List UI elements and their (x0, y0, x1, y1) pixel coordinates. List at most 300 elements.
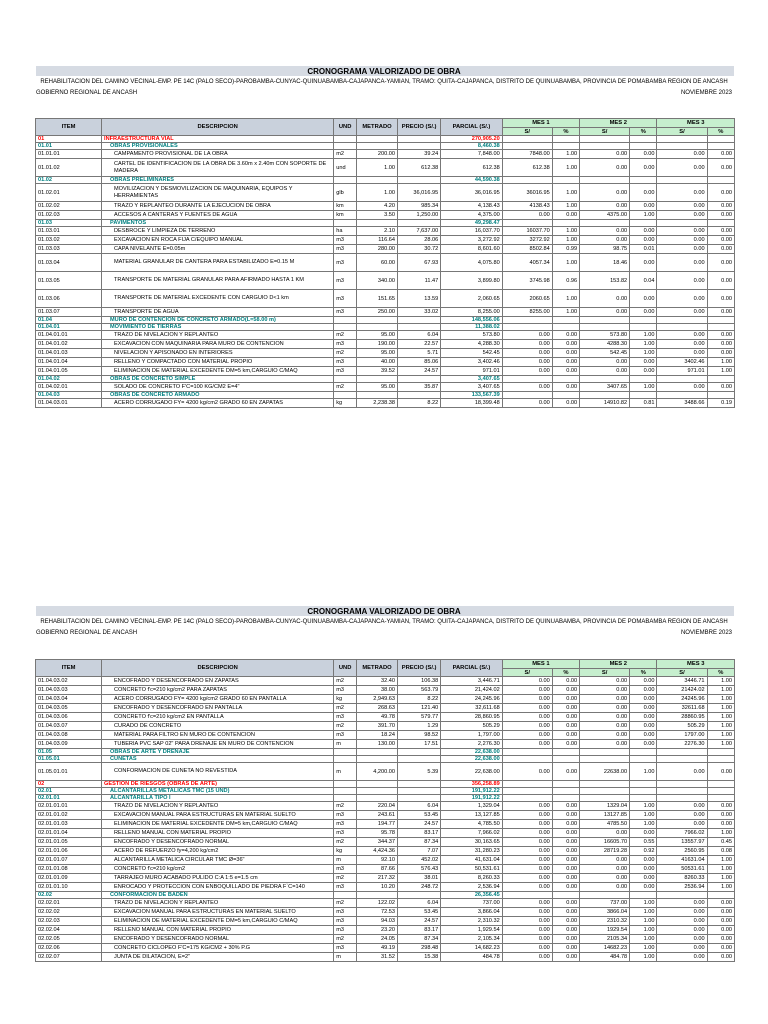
table-cell: m2 (334, 899, 357, 908)
table-cell: 340.00 (357, 272, 398, 290)
table-row (36, 781, 735, 788)
table-cell: 01.04.03.02 (36, 677, 102, 686)
table-cell: 31,280.23 (441, 847, 502, 856)
table-row (36, 788, 735, 795)
table-cell: 01.04.03.01 (36, 399, 102, 408)
col-und: UND (334, 119, 357, 136)
table-cell: 1.00 (357, 184, 398, 202)
table-cell: 50,531.61 (441, 865, 502, 874)
table-cell: 30.72 (397, 245, 440, 254)
table-cell: 31.52 (357, 953, 398, 962)
table-cell: 0.00 (657, 331, 707, 340)
table-cell: 01.03.07 (36, 308, 102, 317)
table-row (36, 367, 735, 376)
col-pct: % (707, 128, 734, 136)
table-cell: 01.01.01 (36, 150, 102, 159)
col-mes3: MES 3 (657, 660, 735, 669)
table-cell: 0.00 (580, 722, 630, 731)
table-cell: 0.00 (502, 899, 552, 908)
table-cell: 576.43 (397, 865, 440, 874)
table-cell: CURADO DE CONCRETO (102, 722, 334, 731)
table-cell: 22,638.00 (441, 756, 502, 763)
table-cell (630, 795, 657, 802)
table-cell (502, 177, 552, 184)
table-cell: 0.00 (657, 211, 707, 220)
col-pct: % (630, 669, 657, 677)
table-cell: 1.00 (630, 340, 657, 349)
table-cell (502, 749, 552, 756)
table-cell: 1,797.00 (441, 731, 502, 740)
table-cell: 0.00 (657, 290, 707, 308)
table-cell: ENCOFRADO Y DESENCOFRADO EN ZAPATAS (102, 677, 334, 686)
table-cell: 0.00 (630, 236, 657, 245)
table-cell: 0.00 (580, 236, 630, 245)
table-row (36, 150, 735, 159)
table-cell (334, 781, 357, 788)
table-cell: 0.00 (552, 865, 579, 874)
table-cell (334, 892, 357, 899)
table-cell: 0.00 (707, 349, 734, 358)
table-cell (502, 781, 552, 788)
table-cell: 01.04.03.05 (36, 704, 102, 713)
table-cell: 0.00 (552, 383, 579, 392)
table-cell: 0.00 (630, 704, 657, 713)
table-cell (657, 220, 707, 227)
table-cell: m2 (334, 383, 357, 392)
table-cell (334, 795, 357, 802)
table-cell: 0.00 (502, 917, 552, 926)
table-cell: 270,905.20 (441, 136, 502, 143)
table-cell: 2,949.63 (357, 695, 398, 704)
table-cell: 8.22 (397, 399, 440, 408)
table-cell (502, 220, 552, 227)
table-cell (334, 392, 357, 399)
table-cell: 1329.04 (580, 802, 630, 811)
table-cell: TRANSPORTE DE MATERIAL EXCEDENTE CON CARGUIO D<1 km (102, 290, 334, 308)
table-cell: m (334, 763, 357, 781)
table-cell: ELIMINACION DE MATERIAL EXCEDENTE DM=5 km,CARGUIO C/MAQ (102, 917, 334, 926)
table-cell: 0.00 (707, 917, 734, 926)
table-cell: 53.45 (397, 908, 440, 917)
table-cell: 1.00 (630, 811, 657, 820)
table-cell: 1.00 (552, 150, 579, 159)
table-cell: m2 (334, 150, 357, 159)
table-cell (707, 756, 734, 763)
project-name: REHABILITACION DEL CAMINO VECINAL-EMP. PE 14C (PALO SECO)-PAROBAMBA-CUNYAC-QUINUABAMBA-CAJAPANCA-YAMIAN, TRAMO: QUITA-CAJAPANCA, DISTRITO DE QUINUABAMBA, PROVINCIA DE POMABAMBA REGION DE ANCASH (40, 619, 728, 625)
table-cell: 0.08 (707, 847, 734, 856)
table-cell: 0.00 (657, 227, 707, 236)
table-cell (707, 177, 734, 184)
table-cell: 01.03.05 (36, 272, 102, 290)
table-cell: kg (334, 847, 357, 856)
table-cell: 0.00 (552, 704, 579, 713)
table-cell: 2060.65 (502, 290, 552, 308)
table-cell: 452.02 (397, 856, 440, 865)
table-row (36, 236, 735, 245)
table-cell (502, 136, 552, 143)
table-cell: 1.00 (707, 686, 734, 695)
table-cell: RELLENO MANUAL CON MATERIAL PROPIO (102, 926, 334, 935)
table-cell: 36016.95 (502, 184, 552, 202)
table-cell (707, 892, 734, 899)
table-cell (630, 788, 657, 795)
table-cell (334, 143, 357, 150)
table-cell: 0.00 (502, 944, 552, 953)
col-soles: S/ (502, 128, 552, 136)
table-cell: 0.00 (502, 677, 552, 686)
table-cell (707, 136, 734, 143)
table-cell: 1.00 (630, 935, 657, 944)
table-cell: 4,375.00 (441, 211, 502, 220)
table-row (36, 290, 735, 308)
table-cell: 1.00 (552, 308, 579, 317)
table-cell: 0.00 (707, 908, 734, 917)
table-cell: 7966.02 (657, 829, 707, 838)
table-cell: 0.00 (580, 308, 630, 317)
table-cell: 13127.85 (580, 811, 630, 820)
table-cell: 01.04.03.08 (36, 731, 102, 740)
table-cell: 0.00 (630, 883, 657, 892)
table-cell: m (334, 856, 357, 865)
table-cell: 0.00 (657, 150, 707, 159)
table-cell: 0.00 (552, 829, 579, 838)
table-cell: 0.00 (707, 227, 734, 236)
table-row (36, 847, 735, 856)
table-cell: 0.00 (502, 874, 552, 883)
table-cell: OBRAS PRELIMINARES (102, 177, 334, 184)
table-cell: glb (334, 184, 357, 202)
table-cell: m3 (334, 358, 357, 367)
table-cell: 8,460.38 (441, 143, 502, 150)
table-cell (657, 143, 707, 150)
table-cell: ALCANTARILLA TIPO I (102, 795, 334, 802)
table-cell: 0.00 (580, 874, 630, 883)
table-cell: 32,611.68 (441, 704, 502, 713)
col-item: ITEM (36, 660, 102, 677)
table-cell: 737.00 (580, 899, 630, 908)
table-cell: 39.24 (397, 150, 440, 159)
table-cell: 0.00 (630, 874, 657, 883)
table-cell: EXCAVACION EN ROCA FIJA C/EQUIPO MANUAL (102, 236, 334, 245)
table-cell: 0.00 (657, 349, 707, 358)
table-cell: TARRAJEO MURO ACABADO PULIDO C:A 1:5 e=1.5 cm (102, 874, 334, 883)
table-cell: ALCANTARILLA METALICA CIRCULAR TMC Ø=36" (102, 856, 334, 865)
table-cell: 01 (36, 136, 102, 143)
table-cell: CAMPAMENTO PROVISIONAL DE LA OBRA (102, 150, 334, 159)
table-cell: 98.75 (580, 245, 630, 254)
table-cell: 7.07 (397, 847, 440, 856)
table-cell: 0.00 (502, 935, 552, 944)
table-cell: OBRAS PROVISIONALES (102, 143, 334, 150)
col-mes2: MES 2 (580, 660, 657, 669)
table-row (36, 795, 735, 802)
table-cell: 4,785.50 (441, 820, 502, 829)
table-cell: ACCESOS A CANTERAS Y FUENTES DE AGUA (102, 211, 334, 220)
table-cell: 02.01.01.04 (36, 829, 102, 838)
table-cell: 02.02 (36, 892, 102, 899)
table-cell: 5.39 (397, 763, 440, 781)
col-pct: % (630, 128, 657, 136)
table-cell: 0.00 (502, 399, 552, 408)
table-cell: 02.02.02 (36, 908, 102, 917)
owner-label: GOBIERNO REGIONAL DE ANCASH (36, 630, 138, 636)
table-cell: 0.00 (707, 236, 734, 245)
table-cell: 1.00 (552, 184, 579, 202)
table-cell: 0.00 (657, 159, 707, 177)
table-cell (580, 376, 630, 383)
table-cell: 0.00 (502, 383, 552, 392)
table-cell: 2560.95 (657, 847, 707, 856)
table-row (36, 811, 735, 820)
table-cell: 01.03.06 (36, 290, 102, 308)
table-cell: 8,255.00 (441, 308, 502, 317)
table-cell: 1.00 (630, 331, 657, 340)
table-cell: 1.00 (707, 874, 734, 883)
table-cell: DESBROCE Y LIMPIEZA DE TERRENO (102, 227, 334, 236)
table-cell: TRAZO DE NIVELACION Y REPLANTEO (102, 331, 334, 340)
table-cell: m3 (334, 236, 357, 245)
table-cell (580, 220, 630, 227)
table-cell (502, 756, 552, 763)
table-cell: 8,260.33 (441, 874, 502, 883)
table-cell: JUNTA DE DILATACION, E=2" (102, 953, 334, 962)
table-cell: 02.01.01.09 (36, 874, 102, 883)
table-cell: 0.00 (502, 829, 552, 838)
table-cell: 1797.00 (657, 731, 707, 740)
table-cell: 4,075.80 (441, 254, 502, 272)
table-cell: 0.00 (580, 856, 630, 865)
table-cell (707, 795, 734, 802)
table-cell: 0.00 (502, 811, 552, 820)
table-cell: 0.00 (580, 358, 630, 367)
table-row (36, 695, 735, 704)
table-cell: OBRAS DE ARTE Y DRENAJE (102, 749, 334, 756)
table-cell: 0.00 (657, 763, 707, 781)
table-cell (334, 317, 357, 324)
table-cell: 02.02.01 (36, 899, 102, 908)
table-cell: 22,638.00 (441, 763, 502, 781)
table-cell: 28719.28 (580, 847, 630, 856)
table-cell: 248.72 (397, 883, 440, 892)
table-cell: 4138.43 (502, 202, 552, 211)
table-cell (502, 795, 552, 802)
table-cell: 1.00 (630, 908, 657, 917)
table-cell: 26,356.45 (441, 892, 502, 899)
table-cell: 153.82 (580, 272, 630, 290)
table-row (36, 713, 735, 722)
table-cell: 2,060.65 (441, 290, 502, 308)
table-row (36, 749, 735, 756)
table-cell: m3 (334, 290, 357, 308)
table-cell: 7848.00 (502, 150, 552, 159)
col-mes1: MES 1 (502, 119, 579, 128)
table-cell: 0.00 (657, 953, 707, 962)
table-cell: 49,298.47 (441, 220, 502, 227)
col-soles: S/ (502, 669, 552, 677)
table-cell (357, 143, 398, 150)
col-metrado: METRADO (357, 119, 398, 136)
table-row (36, 908, 735, 917)
table-cell: 220.04 (357, 802, 398, 811)
col-metrado: METRADO (357, 660, 398, 677)
table-cell (397, 177, 440, 184)
table-cell: 0.00 (552, 713, 579, 722)
table-row (36, 159, 735, 177)
table-cell: 0.00 (580, 159, 630, 177)
table-cell: 1.00 (552, 290, 579, 308)
table-cell: 130.00 (357, 740, 398, 749)
table-row (36, 686, 735, 695)
table-cell: 0.00 (630, 856, 657, 865)
table-cell (580, 788, 630, 795)
table-cell: 0.00 (630, 713, 657, 722)
table-cell: 4785.50 (580, 820, 630, 829)
table-cell: 18,399.48 (441, 399, 502, 408)
table-cell: 191,912.22 (441, 795, 502, 802)
table-cell (580, 136, 630, 143)
table-row (36, 376, 735, 383)
sheet-2 (0, 606, 768, 636)
table-cell: 2.10 (357, 227, 398, 236)
table-row (36, 874, 735, 883)
table-cell: ACERO CORRUGADO FY= 4200 kg/cm2 GRADO 60 EN PANTALLA (102, 695, 334, 704)
table-cell: 280.00 (357, 245, 398, 254)
table-cell: 01.05.01 (36, 756, 102, 763)
table-row (36, 349, 735, 358)
table-cell: 16,037.70 (441, 227, 502, 236)
table-cell: 3,407.65 (441, 376, 502, 383)
table-cell (397, 317, 440, 324)
table-cell: 0.00 (657, 272, 707, 290)
table-cell: 01.04.03.09 (36, 740, 102, 749)
table-cell: 49.19 (357, 944, 398, 953)
table-cell (580, 324, 630, 331)
table-cell: 01.04.01.02 (36, 340, 102, 349)
table-cell (552, 136, 579, 143)
table-cell: 0.00 (502, 802, 552, 811)
table-cell: ENROCADO Y PROTECCION CON ENBOQUILLADO DE PIEDRA F`C=140 (102, 883, 334, 892)
col-parcial: PARCIAL (S/.) (441, 119, 502, 136)
table-cell: 505.29 (657, 722, 707, 731)
table-cell: 1.00 (552, 236, 579, 245)
table-cell: 1.00 (630, 953, 657, 962)
table-cell: 0.00 (657, 308, 707, 317)
col-desc: DESCRIPCION (102, 119, 334, 136)
table-cell (397, 392, 440, 399)
table-cell: 98.52 (397, 731, 440, 740)
col-desc: DESCRIPCION (102, 660, 334, 677)
table-cell: MATERIAL GRANULAR DE CANTERA PARA ESTABILIZADO E=0.15 M (102, 254, 334, 272)
table-cell: 0.00 (630, 722, 657, 731)
table-row (36, 756, 735, 763)
table-cell: 02.02.07 (36, 953, 102, 962)
table-cell: 0.00 (552, 883, 579, 892)
table-cell: 21,424.02 (441, 686, 502, 695)
table-row (36, 399, 735, 408)
table-cell: 22,638.00 (441, 749, 502, 756)
table-cell: 0.00 (580, 686, 630, 695)
table-cell (707, 781, 734, 788)
table-cell: 28,860.95 (441, 713, 502, 722)
table-cell: 95.00 (357, 383, 398, 392)
table-cell: 95.00 (357, 349, 398, 358)
table-cell: 612.38 (441, 159, 502, 177)
table-cell: 0.00 (502, 953, 552, 962)
table-cell: 39.52 (357, 367, 398, 376)
table-cell: 0.00 (552, 838, 579, 847)
table-cell: 17.51 (397, 740, 440, 749)
table-cell: 60.00 (357, 254, 398, 272)
table-cell (657, 781, 707, 788)
col-soles: S/ (657, 669, 707, 677)
table-cell (357, 781, 398, 788)
table-cell: 0.00 (580, 677, 630, 686)
table-cell: 0.00 (707, 802, 734, 811)
table-cell: 8260.33 (657, 874, 707, 883)
table-cell: 3407.65 (580, 383, 630, 392)
table-cell (397, 781, 440, 788)
project-name: REHABILITACION DEL CAMINO VECINAL-EMP. PE 14C (PALO SECO)-PAROBAMBA-CUNYAC-QUINUABAMBA-CAJAPANCA-YAMIAN, TRAMO: QUITA-CAJAPANCA, DISTRITO DE QUINUABAMBA, PROVINCIA DE POMABAMBA REGION DE ANCASH (40, 79, 728, 85)
col-soles: S/ (580, 128, 630, 136)
table-cell: 1.00 (630, 899, 657, 908)
table-cell: 01.05.01.01 (36, 763, 102, 781)
table-cell: 0.00 (630, 367, 657, 376)
table-cell: ELIMINACION DE MATERIAL EXCEDENTE DM=5 km,CARGUIO C/MAQ (102, 367, 334, 376)
table-cell: 268.63 (357, 704, 398, 713)
table-cell (552, 392, 579, 399)
table-cell: 0.00 (552, 953, 579, 962)
table-cell: 3,866.04 (441, 908, 502, 917)
table-cell: 3,272.92 (441, 236, 502, 245)
table-cell: 1.00 (630, 917, 657, 926)
table-cell: CONFORMACION DE CUNETA NO REVESTIDA (102, 763, 334, 781)
table-cell: ENCOFRADO Y DESENCOFRADO NORMAL (102, 935, 334, 944)
table-cell: 1.00 (707, 731, 734, 740)
table-cell: 0.19 (707, 399, 734, 408)
table-cell (580, 892, 630, 899)
table-row (36, 865, 735, 874)
table-cell: 1.00 (630, 383, 657, 392)
table-cell: 94.03 (357, 917, 398, 926)
table-cell (552, 220, 579, 227)
table-cell: 02.01.01.07 (36, 856, 102, 865)
table-cell: 0.00 (552, 847, 579, 856)
table-cell: 1.00 (707, 695, 734, 704)
table-row (36, 892, 735, 899)
table-cell: 83.17 (397, 926, 440, 935)
table-cell: 10.20 (357, 883, 398, 892)
table-cell: m (334, 740, 357, 749)
table-cell: kg (334, 399, 357, 408)
table-cell: 0.00 (630, 202, 657, 211)
table-cell: 8255.00 (502, 308, 552, 317)
table-cell: OBRAS DE CONCRETO ARMADO (102, 392, 334, 399)
table-cell: 41631.04 (657, 856, 707, 865)
table-cell: 0.99 (552, 245, 579, 254)
table-cell (657, 317, 707, 324)
table-cell (397, 892, 440, 899)
table-cell: 16037.70 (502, 227, 552, 236)
table-cell: 3745.98 (502, 272, 552, 290)
table-row (36, 763, 735, 781)
table-cell: 8,601.60 (441, 245, 502, 254)
table-cell: 0.00 (502, 740, 552, 749)
table-cell: 85.06 (397, 358, 440, 367)
table-cell: 0.55 (630, 838, 657, 847)
table-row (36, 227, 735, 236)
table-cell (630, 136, 657, 143)
table-cell: 6.04 (397, 331, 440, 340)
